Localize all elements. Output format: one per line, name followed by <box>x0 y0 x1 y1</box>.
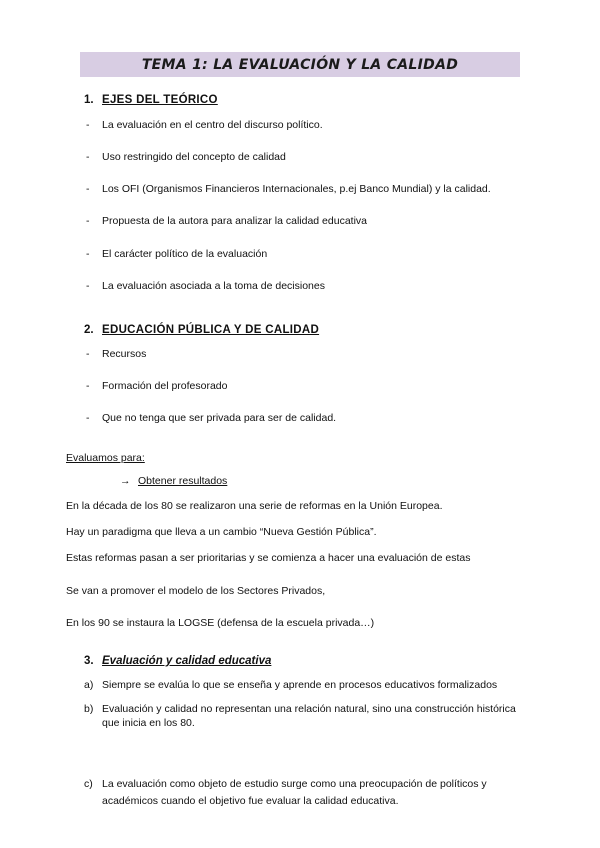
list-item: La evaluación asociada a la toma de decisiones <box>102 280 325 292</box>
list-item: Uso restringido del concepto de calidad <box>102 151 286 163</box>
list-item: Recursos <box>102 348 147 360</box>
list-item: Propuesta de la autora para analizar la calidad educativa <box>102 215 368 227</box>
list-dash: - <box>86 412 90 424</box>
section-3-number: 3. <box>84 655 94 667</box>
paragraph: Se van a promover el modelo de los Sectores Privados, <box>66 585 326 597</box>
evaluamos-target: Obtener resultados <box>138 475 228 487</box>
list-dash: - <box>86 248 90 260</box>
section-3-heading: Evaluación y calidad educativa <box>102 655 272 667</box>
list-dash: - <box>86 380 90 392</box>
list-marker: b) <box>84 703 94 715</box>
right-arrow-icon: → <box>120 475 131 487</box>
section-2-number: 2. <box>84 324 94 336</box>
evaluamos-label: Evaluamos para: <box>66 452 145 464</box>
list-marker: c) <box>84 778 93 790</box>
list-dash: - <box>86 348 90 360</box>
list-item-continuation: que inicia en los 80. <box>102 717 195 729</box>
list-item: Que no tenga que ser privada para ser de calidad. <box>102 412 337 424</box>
list-item-continuation: académicos cuando el objetivo fue evaluar la calidad educativa. <box>102 795 399 807</box>
paragraph: Estas reformas pasan a ser prioritarias y se comienza a hacer una evaluación de estas <box>66 552 471 564</box>
section-1-number: 1. <box>84 94 94 106</box>
list-dash: - <box>86 215 90 227</box>
list-item: Siempre se evalúa lo que se enseña y aprende en procesos educativos formalizados <box>102 679 498 691</box>
list-dash: - <box>86 119 90 131</box>
list-item: La evaluación en el centro del discurso político. <box>102 119 323 131</box>
document-title: TEMA 1: LA EVALUACIÓN Y LA CALIDAD <box>141 56 459 73</box>
list-item: Formación del profesorado <box>102 380 228 392</box>
title-banner <box>80 52 520 77</box>
list-dash: - <box>86 151 90 163</box>
paragraph: En la década de los 80 se realizaron una serie de reformas en la Unión Europea. <box>66 500 443 512</box>
list-item: La evaluación como objeto de estudio surge como una preocupación de políticos y <box>102 778 487 790</box>
paragraph: En los 90 se instaura la LOGSE (defensa de la escuela privada…) <box>66 617 375 629</box>
list-item: Los OFI (Organismos Financieros Internacionales, p.ej Banco Mundial) y la calidad. <box>102 183 491 195</box>
list-dash: - <box>86 280 90 292</box>
list-item: El carácter político de la evaluación <box>102 248 268 260</box>
paragraph: Hay un paradigma que lleva a un cambio “Nueva Gestión Pública”. <box>66 526 377 538</box>
list-item: Evaluación y calidad no representan una relación natural, sino una construcción histórica <box>102 703 516 715</box>
list-marker: a) <box>84 679 94 691</box>
section-1-heading: EJES DEL TEÓRICO <box>102 94 218 106</box>
list-dash: - <box>86 183 90 195</box>
section-2-heading: EDUCACIÓN PÚBLICA Y DE CALIDAD <box>102 324 320 336</box>
